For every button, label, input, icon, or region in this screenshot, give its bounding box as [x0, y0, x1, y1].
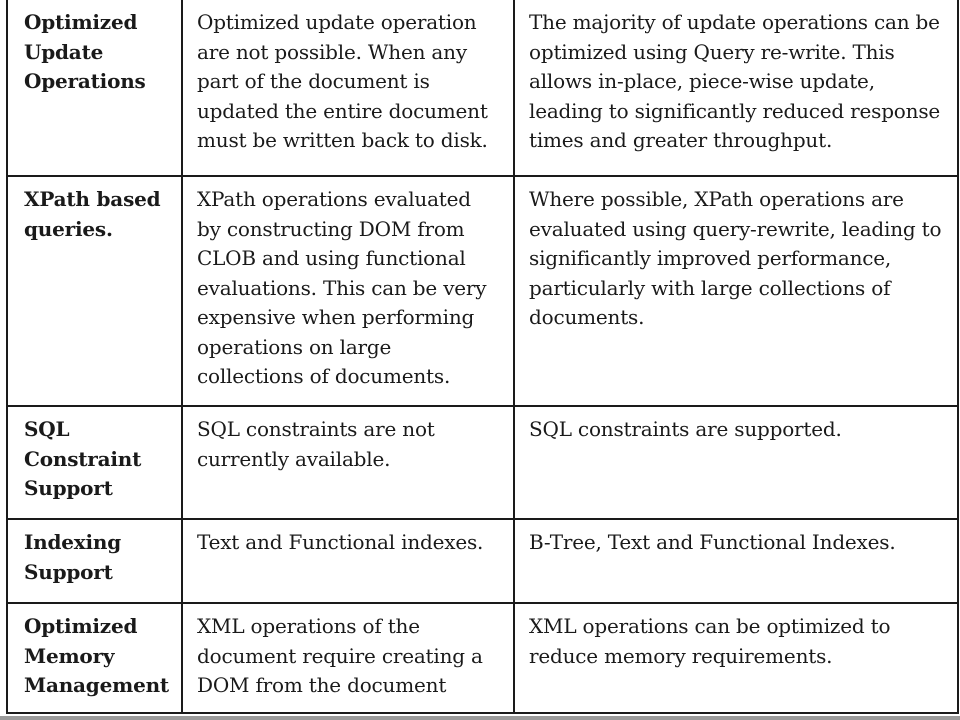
structured-cell: The majority of update operations can be optimized using Query re-write. This allows in-place, piece-wise update, leading to significantly reduced response times and greater throughput.: [514, 0, 958, 176]
feature-cell: Optimized Update Operations: [7, 0, 182, 176]
structured-cell: XML operations can be optimized to reduce memory requirements.: [514, 603, 958, 713]
table-row: [7, 176, 958, 406]
table-row: [7, 406, 958, 519]
clob-cell: XML operations of the document require creating a DOM from the document: [182, 603, 514, 713]
feature-cell: Indexing Support: [7, 519, 182, 603]
clob-cell: SQL constraints are not currently available.: [182, 406, 514, 519]
clob-cell: XPath operations evaluated by constructing DOM from CLOB and using functional evaluations. This can be very expensive when performing operations on large collections of documents.: [182, 176, 514, 406]
feature-cell: XPath based queries.: [7, 176, 182, 406]
structured-cell: Where possible, XPath operations are evaluated using query-rewrite, leading to significantly improved performance, particularly with large collections of documents.: [514, 176, 958, 406]
table-row: [7, 0, 958, 176]
feature-cell: SQL Constraint Support: [7, 406, 182, 519]
bottom-divider: [0, 716, 960, 720]
structured-cell: B-Tree, Text and Functional Indexes.: [514, 519, 958, 603]
feature-cell: Optimized Memory Management: [7, 603, 182, 713]
structured-cell: SQL constraints are supported.: [514, 406, 958, 519]
clob-cell: Text and Functional indexes.: [182, 519, 514, 603]
table-row: [7, 519, 958, 603]
comparison-table: [6, 0, 959, 714]
clob-cell: Optimized update operation are not possible. When any part of the document is updated the entire document must be written back to disk.: [182, 0, 514, 176]
table-row: [7, 603, 958, 713]
